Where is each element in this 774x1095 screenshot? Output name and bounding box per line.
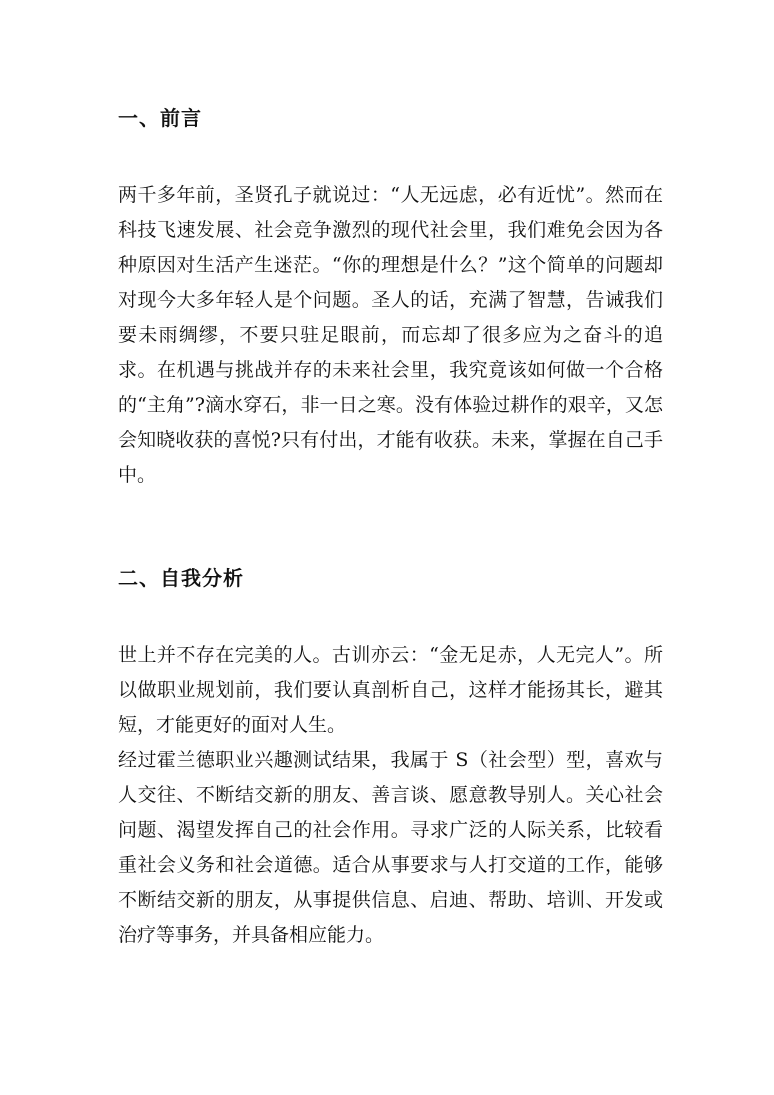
paragraph: 经过霍兰德职业兴趣测试结果，我属于 S（社会型）型，喜欢与人交往、不断结交新的朋友、善言谈、愿意教导别人。关心社会问题、渴望发挥自己的社会作用。寻求广泛的人际关系，比较看重社会义务和社会道德。适合从事要求与人打交道的工作，能够不断结交新的朋友，从事提供信息、启迪、帮助、培训、开发或治疗等事务，并具备相应能力。 (118, 749, 663, 946)
section-heading: 一、前言 (118, 106, 202, 130)
section-heading: 二、自我分析 (118, 566, 244, 590)
section-self-analysis (118, 564, 663, 953)
section-preface (118, 104, 663, 493)
paragraph: 两千多年前，圣贤孔子就说过：“人无远虑，必有近忧”。然而在科技飞速发展、社会竞争激烈的现代社会里，我们难免会因为各种原因对生活产生迷茫。“你的理想是什么？”这个简单的问题却对现今大多年轻人是个问题。圣人的话，充满了智慧，告诫我们要未雨绸缪，不要只驻足眼前，而忘却了很多应为之奋斗的追求。在机遇与挑战并存的未来社会里，我究竟该如何做一个合格的“主角”?滴水穿石，非一日之寒。没有体验过耕作的艰辛，又怎会知晓收获的喜悦?只有付出，才能有收获。未来，掌握在自己手中。 (118, 184, 663, 486)
paragraph: 世上并不存在完美的人。古训亦云：“金无足赤，人无完人”。所以做职业规划前，我们要认真剖析自己，这样才能扬其长，避其短，才能更好的面对人生。 (118, 644, 663, 736)
